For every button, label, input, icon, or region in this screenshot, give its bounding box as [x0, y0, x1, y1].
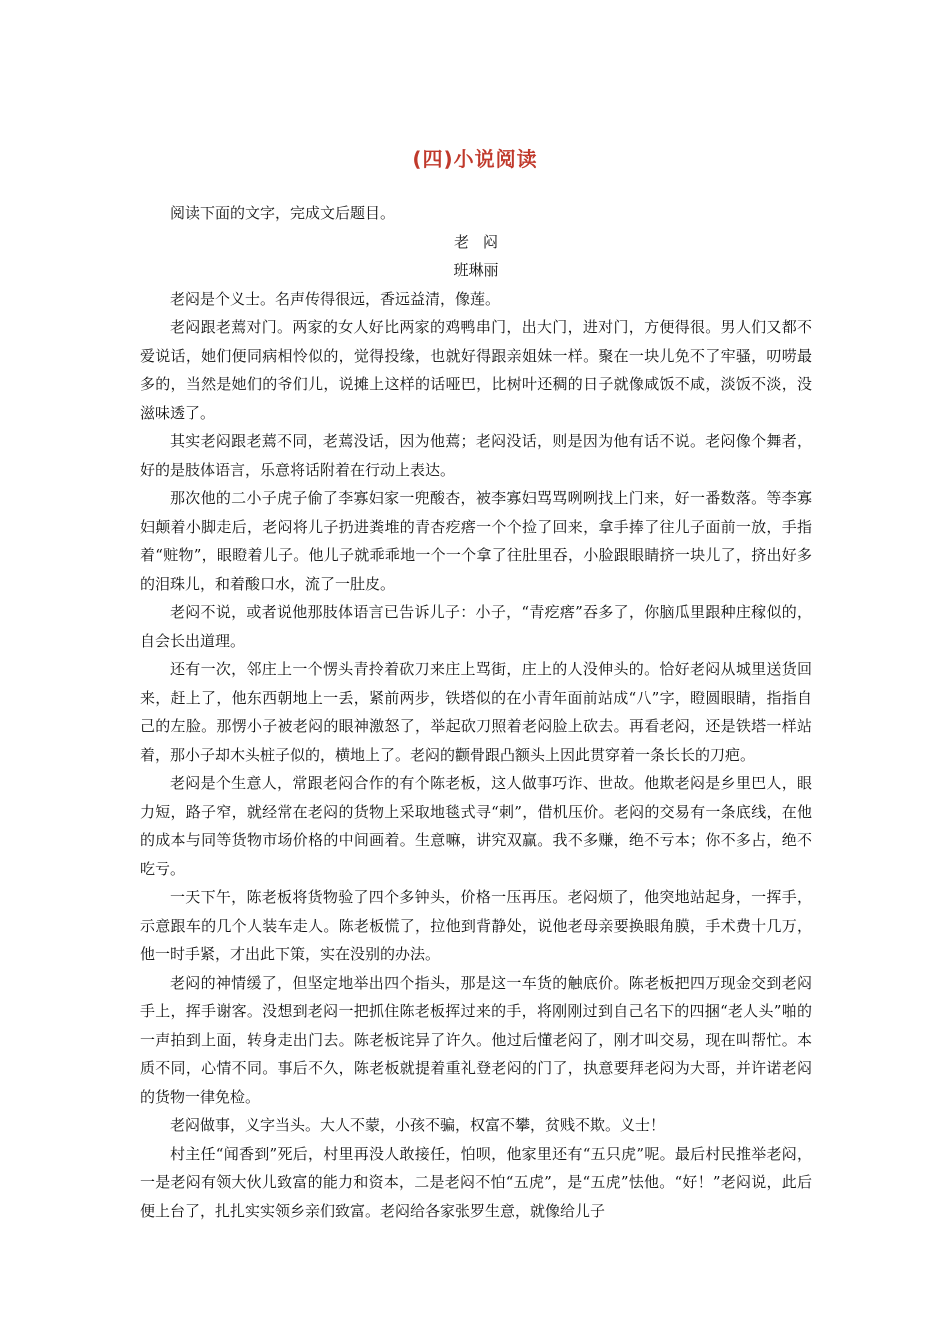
- paragraph: 一天下午，陈老板将货物验了四个多钟头，价格一压再压。老闷烦了，他突地站起身，一挥手，示意跟车的几个人装车走人。陈老板慌了，拉他到背静处，说他老母亲要换眼角膜，手术费十几万，他一时手紧，才出此下策，实在没别的办法。: [140, 888, 812, 963]
- section-title: (四)小说阅读: [412, 147, 538, 171]
- paragraph: 还有一次，邻庄上一个愣头青拎着砍刀来庄上骂街，庄上的人没伸头的。恰好老闷从城里送货回来，赶上了，他东西朝地上一丢，紧前两步，铁塔似的在小青年面前站成“八”字，瞪圆眼睛，指指自己的左脸。那愣小子被老闷的眼神激怒了，举起砍刀照着老闷脸上砍去。再看老闷，还是铁塔一样站着，那小子却木头桩子似的，横地上了。老闷的颧骨跟凸额头上因此贯穿着一条长长的刀疤。: [140, 660, 812, 764]
- paragraph: 老闷的神情缓了，但坚定地举出四个指头，那是这一车货的触底价。陈老板把四万现金交到老闷手上，挥手谢客。没想到老闷一把抓住陈老板挥过来的手，将刚刚过到自己名下的四捆“老人头”啪的一声拍到上面，转身走出门去。陈老板诧异了许久。他过后懂老闷了，刚才叫交易，现在叫帮忙。本质不同，心情不同。事后不久，陈老板就提着重礼登老闷的门了，执意要拜老闷为大哥，并许诺老闷的货物一律免检。: [140, 973, 812, 1106]
- paragraph: 老闷是个义士。名声传得很远，香远益清，像莲。: [170, 289, 501, 308]
- paragraph: 村主任“闻香到”死后，村里再没人敢接任，怕呗，他家里还有“五只虎”呢。最后村民推举老闷，一是老闷有领大伙儿致富的能力和资本，二是老闷不怕“五虎”，是“五虎”怯他。“好！”老闷说，此后便上台了，扎扎实实领乡亲们致富。老闷给各家张罗生意，就像给儿子: [140, 1144, 812, 1220]
- story-title: 老闷: [453, 232, 512, 251]
- paragraph: 老闷跟老蔫对门。两家的女人好比两家的鸡鸭串门，出大门，进对门，方便得很。男人们又都不爱说话，她们便同病相怜似的，觉得投缘，也就好得跟亲姐妹一样。聚在一块儿免不了牢骚，叨唠最多的，当然是她们的爷们儿，说摊上这样的话哑巴，比树叶还稠的日子就像咸饭不咸，淡饭不淡，没滋味透了。: [140, 318, 812, 422]
- instruction-text: 阅读下面的文字，完成文后题目。: [170, 204, 396, 222]
- paragraph: 那次他的二小子虎子偷了李寡妇家一兜酸杏，被李寡妇骂骂咧咧找上门来，好一番数落。等李寡妇颠着小脚走后，老闷将儿子扔进粪堆的青杏疙瘩一个个捡了回来，拿手捧了往儿子面前一放，手指着“赃物”，眼瞪着儿子。他儿子就乖乖地一个一个拿了往肚里吞，小脸跟眼睛挤一块儿了，挤出好多的泪珠儿，和着酸口水，流了一肚皮。: [140, 489, 812, 593]
- story-author: 班琳丽: [453, 261, 499, 279]
- paragraph: 老闷不说，或者说他那肢体语言已告诉儿子：小子，“青疙瘩”吞多了，你脑瓜里跟种庄稼似的，自会长出道理。: [140, 603, 812, 650]
- paragraph: 老闷做事，义字当头。大人不蒙，小孩不骗，权富不攀，贫贱不欺。义士！: [170, 1116, 666, 1134]
- paragraph: 老闷是个生意人，常跟老闷合作的有个陈老板，这人做事巧诈、世故。他欺老闷是乡里巴人，眼力短，路子窄，就经常在老闷的货物上采取地毯式寻“刺”，借机压价。老闷的交易有一条底线，在他的成本与同等货物市场价格的中间画着。生意嘛，讲究双赢。我不多赚，绝不亏本；你不多占，绝不吃亏。: [140, 774, 812, 878]
- paragraph: 其实老闷跟老蔫不同，老蔫没话，因为他蔫；老闷没话，则是因为他有话不说。老闷像个舞者，好的是肢体语言，乐意将话附着在行动上表达。: [140, 432, 812, 479]
- article-body: [140, 199, 812, 1225]
